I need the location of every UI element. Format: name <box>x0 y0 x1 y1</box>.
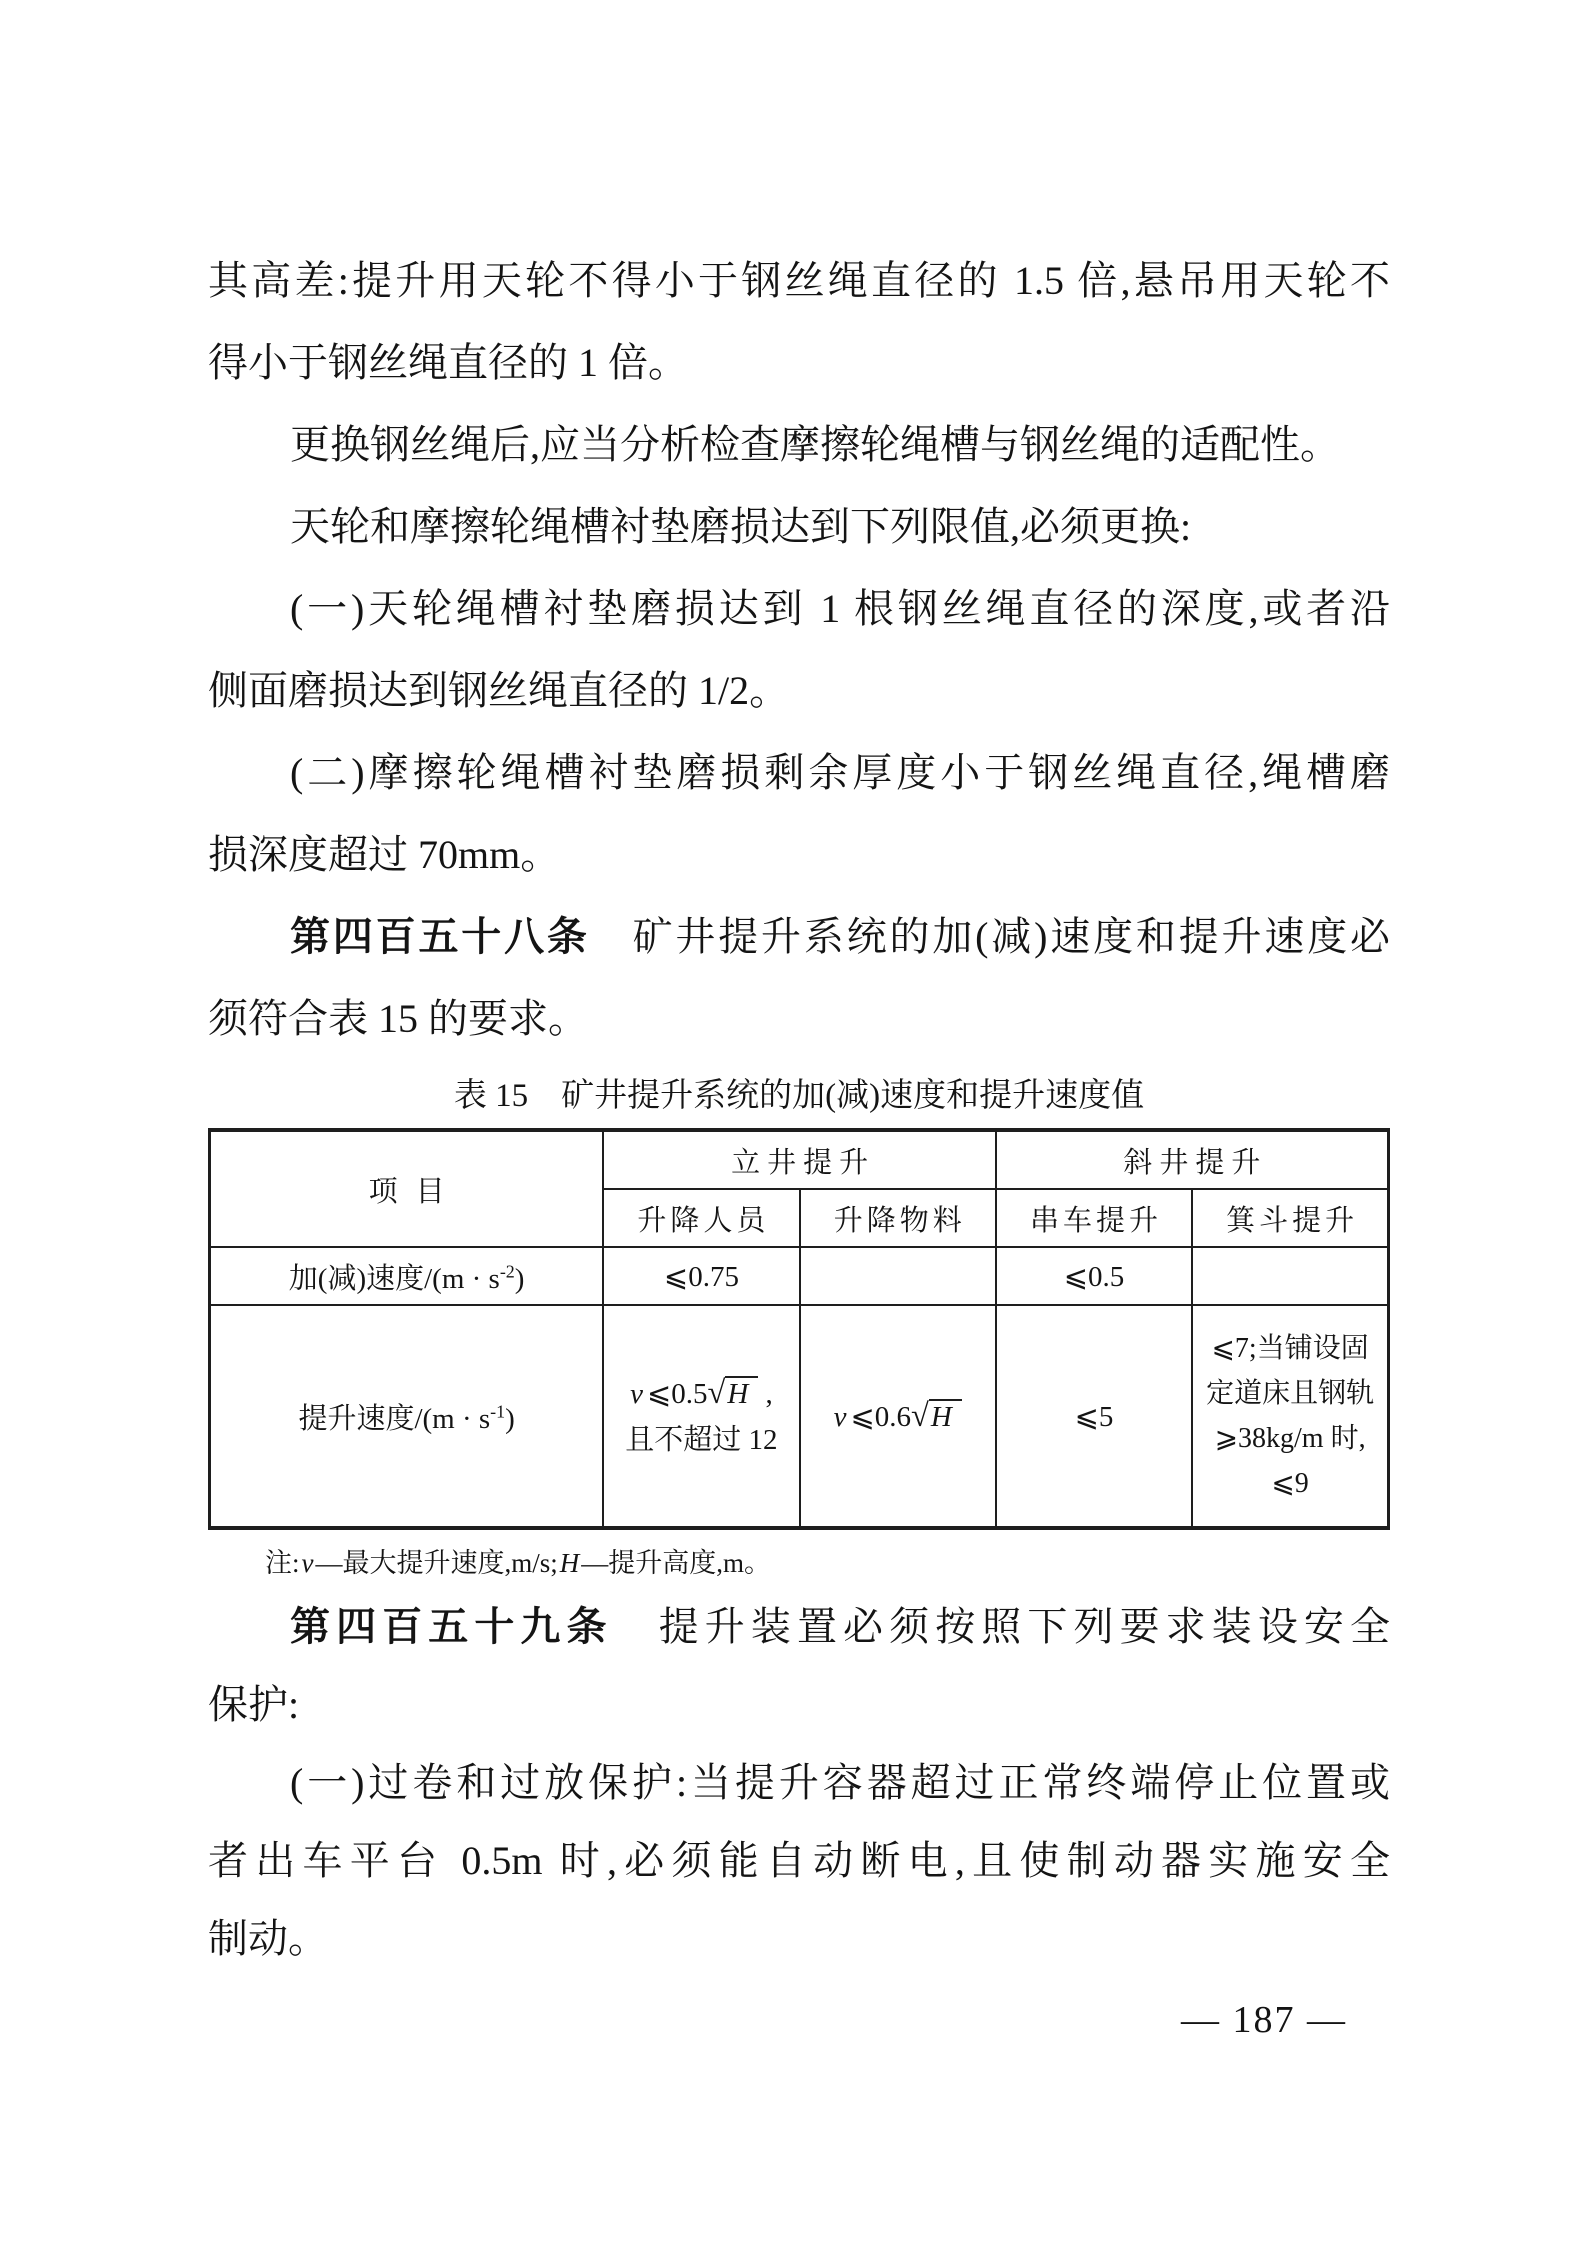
radicand: H <box>725 1376 758 1410</box>
accel-personnel-cell: ⩽0.75 <box>603 1247 799 1305</box>
speed-row-label: 提升速度$/(m \cdot s^{-1})$ <box>210 1305 604 1528</box>
body-line: 侧面磨损达到钢丝绳直径的 1/2。 <box>208 668 790 713</box>
header-inclined-shaft: 斜井提升 <box>996 1130 1389 1189</box>
radical-sign: √ <box>911 1397 929 1434</box>
note-variable-h: H <box>559 1548 580 1578</box>
article-458-continuation: 须符合表 15 的要求。 <box>208 996 588 1041</box>
body-line: (一)过卷和过放保护:当提升容器超过正常终端停止位置或 <box>290 1760 1390 1805</box>
article-458-text: 矿井提升系统的加(减)速度和提升速度必 <box>589 914 1391 959</box>
table-15 <box>208 1128 1390 1530</box>
header-item: 项目 <box>210 1130 604 1247</box>
body-line: 损深度超过 70mm。 <box>208 832 561 877</box>
speed-skip-cell: ⩽7;当铺设固 定道床且钢轨 ⩾38kg/m 时, ⩽9 <box>1192 1305 1388 1528</box>
body-line: 其高差:提升用天轮不得小于钢丝绳直径的 1.5 倍,悬吊用天轮不 <box>208 258 1390 303</box>
speed-personnel-cell: v ⩽0.5√H , 且不超过 12 <box>603 1305 799 1528</box>
article-459-text: 提升装置必须按照下列要求装设安全 <box>612 1604 1391 1649</box>
radicand: H <box>929 1399 962 1433</box>
accel-skip-cell <box>1192 1247 1388 1305</box>
header-personnel: 升降人员 <box>603 1189 799 1247</box>
body-line: 天轮和摩擦轮绳槽衬垫磨损达到下列限值,必须更换: <box>290 504 1192 549</box>
formula-variable: v <box>630 1377 643 1410</box>
header-carriage: 串车提升 <box>996 1189 1192 1247</box>
formula-variable: v <box>833 1400 847 1433</box>
article-459-heading: 第四百五十九条 <box>290 1604 613 1649</box>
body-line: (二)摩擦轮绳槽衬垫磨损剩余厚度小于钢丝绳直径,绳槽磨 <box>290 750 1390 795</box>
header-vertical-shaft: 立井提升 <box>603 1130 996 1189</box>
body-line: 得小于钢丝绳直径的 1 倍。 <box>208 340 688 385</box>
page-number: — 187 — <box>1181 1999 1347 2041</box>
accel-carriage-cell: ⩽0.5 <box>996 1247 1192 1305</box>
body-line: 制动。 <box>208 1916 328 1961</box>
accel-row-label: 加(减)速度$/(m \cdot s^{-2})$ <box>210 1247 604 1305</box>
table-note: 注:v—最大提升速度,m/s;H—提升高度,m。 <box>265 1548 772 1578</box>
note-variable-v: v <box>301 1548 314 1578</box>
body-line: (一)天轮绳槽衬垫磨损达到 1 根钢丝绳直径的深度,或者沿 <box>290 586 1390 631</box>
header-material: 升降物料 <box>800 1189 996 1247</box>
article-459-continuation: 保护: <box>208 1682 300 1727</box>
speed-carriage-cell: ⩽5 <box>996 1305 1192 1528</box>
accel-material-cell <box>800 1247 996 1305</box>
article-458-heading: 第四百五十八条 <box>290 914 590 959</box>
table-title: 表 15 矿井提升系统的加(减)速度和提升速度值 <box>453 1078 1145 1114</box>
body-line: 者出车平台 0.5m 时,必须能自动断电,且使制动器实施安全 <box>208 1838 1390 1883</box>
speed-material-cell: v ⩽0.6√H <box>800 1305 996 1528</box>
page-content <box>208 240 1390 2062</box>
body-line: 更换钢丝绳后,应当分析检查摩擦轮绳槽与钢丝绳的适配性。 <box>290 422 1340 467</box>
article-458-line <box>208 896 1390 978</box>
radical-sign: √ <box>707 1374 726 1411</box>
article-459-line <box>208 1588 1390 1666</box>
header-skip: 箕斗提升 <box>1192 1189 1388 1247</box>
